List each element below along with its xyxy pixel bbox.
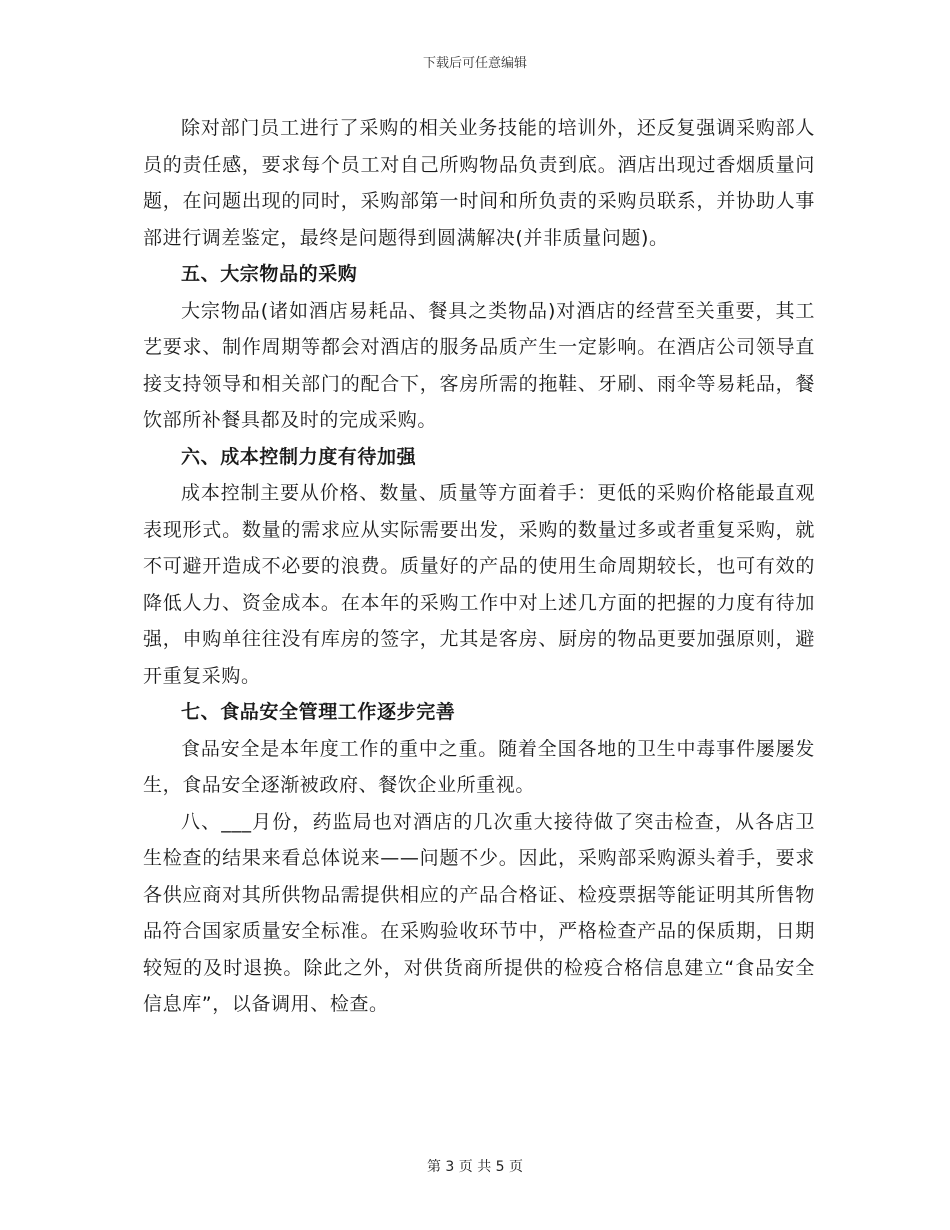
- paragraph-training: 除对部门员工进行了采购的相关业务技能的培训外，还反复强调采购部人员的责任感，要求每个员工对自己所购物品负责到底。酒店出现过香烟质量问题，在问题出现的同时，采购部第一时间和所负责的采购员联系，并协助人事部进行调差鉴定，最终是问题得到圆满解决(并非质量问题)。: [143, 117, 815, 249]
- paragraph-food-safety: 食品安全是本年度工作的重中之重。随着全国各地的卫生中毒事件屡屡发生，食品安全逐渐被政府、餐饮企业所重视。: [143, 737, 815, 796]
- paragraph-bulk-purchasing: 大宗物品(诸如酒店易耗品、餐具之类物品)对酒店的经营至关重要，其工艺要求、制作周期等都会对酒店的服务品质产生一定影响。在酒店公司领导直接支持领导和相关部门的配合下，客房所需的拖鞋、牙刷、雨伞等易耗品，餐饮部所补餐具都及时的完成采购。: [143, 299, 815, 431]
- document-body: [143, 110, 815, 1023]
- section-heading-5: 五、大宗物品的采购: [181, 263, 358, 285]
- section-heading-7: 七、食品安全管理工作逐步完善: [181, 701, 456, 723]
- page-header: 下载后可任意编辑: [422, 56, 527, 71]
- paragraph-inspection: 八、___月份，药监局也对酒店的几次重大接待做了突击检查，从各店卫生检查的结果来看总体说来——问题不少。因此，采购部采购源头着手，要求各供应商对其所供物品需提供相应的产品合格证、检疫票据等能证明其所售物品符合国家质量安全标准。在采购验收环节中，严格检查产品的保质期，日期较短的及时退换。除此之外，对供货商所提供的检疫合格信息建立“食品安全信息库”，以备调用、检查。: [143, 810, 815, 1015]
- paragraph-cost-control: 成本控制主要从价格、数量、质量等方面着手：更低的采购价格能最直观表现形式。数量的需求应从实际需要出发，采购的数量过多或者重复采购，就不可避开造成不必要的浪费。质量好的产品的使用生命周期较长，也可有效的降低人力、资金成本。在本年的采购工作中对上述几方面的把握的力度有待加强，申购单往往没有库房的签字，尤其是客房、厨房的物品更要加强原则，避开重复采购。: [143, 482, 815, 687]
- page-footer: 第 3 页 共 5 页: [426, 1159, 524, 1175]
- section-heading-6: 六、成本控制力度有待加强: [181, 445, 417, 468]
